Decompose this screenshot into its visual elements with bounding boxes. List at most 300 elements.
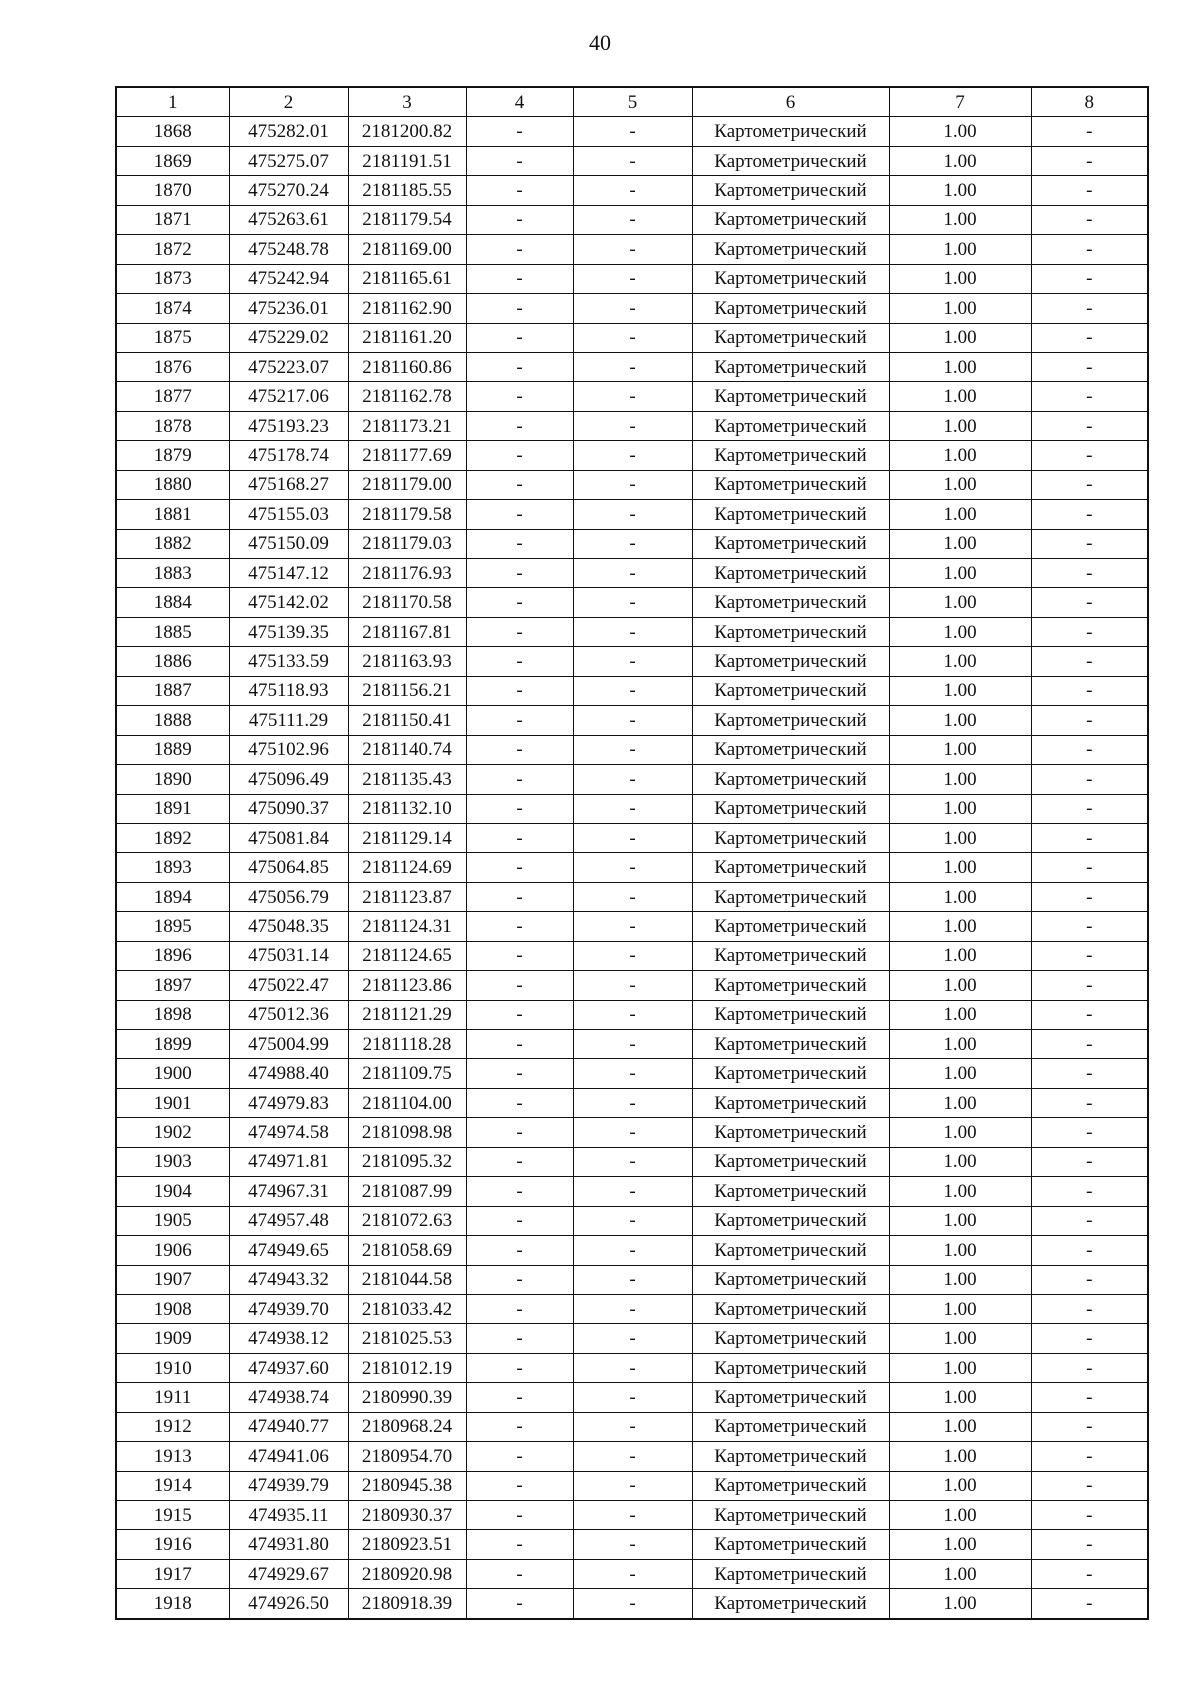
col4-cell: - — [466, 1088, 573, 1117]
method-cell: Картометрический — [692, 441, 889, 470]
method-cell: Картометрический — [692, 1236, 889, 1265]
y-coordinate-cell: 2181124.69 — [348, 853, 466, 882]
col8-cell: - — [1031, 559, 1148, 588]
table-row — [116, 735, 1148, 764]
col8-cell: - — [1031, 765, 1148, 794]
accuracy-cell: 1.00 — [889, 1177, 1031, 1206]
x-coordinate-cell: 475118.93 — [229, 676, 348, 705]
method-cell: Картометрический — [692, 1030, 889, 1059]
col4-cell: - — [466, 971, 573, 1000]
point-number-cell: 1871 — [116, 205, 229, 234]
col5-cell: - — [573, 470, 692, 499]
x-coordinate-cell: 475155.03 — [229, 500, 348, 529]
point-number-cell: 1887 — [116, 676, 229, 705]
col4-cell: - — [466, 706, 573, 735]
point-number-cell: 1916 — [116, 1530, 229, 1559]
method-cell: Картометрический — [692, 765, 889, 794]
point-number-cell: 1868 — [116, 117, 229, 146]
y-coordinate-cell: 2180920.98 — [348, 1559, 466, 1588]
col5-cell: - — [573, 765, 692, 794]
y-coordinate-cell: 2181163.93 — [348, 647, 466, 676]
table-row — [116, 323, 1148, 352]
point-number-cell: 1883 — [116, 559, 229, 588]
col8-cell: - — [1031, 1530, 1148, 1559]
method-cell: Картометрический — [692, 735, 889, 764]
table-row — [116, 1177, 1148, 1206]
y-coordinate-cell: 2181179.03 — [348, 529, 466, 558]
x-coordinate-cell: 475242.94 — [229, 264, 348, 293]
table-row — [116, 176, 1148, 205]
table-row — [116, 411, 1148, 440]
accuracy-cell: 1.00 — [889, 1501, 1031, 1530]
col4-cell: - — [466, 529, 573, 558]
col5-cell: - — [573, 676, 692, 705]
accuracy-cell: 1.00 — [889, 1589, 1031, 1619]
accuracy-cell: 1.00 — [889, 559, 1031, 588]
col5-cell: - — [573, 1559, 692, 1588]
y-coordinate-cell: 2181156.21 — [348, 676, 466, 705]
x-coordinate-cell: 475168.27 — [229, 470, 348, 499]
x-coordinate-cell: 475223.07 — [229, 352, 348, 381]
accuracy-cell: 1.00 — [889, 706, 1031, 735]
method-cell: Картометрический — [692, 1442, 889, 1471]
col8-cell: - — [1031, 1206, 1148, 1235]
col8-cell: - — [1031, 823, 1148, 852]
accuracy-cell: 1.00 — [889, 1088, 1031, 1117]
method-cell: Картометрический — [692, 470, 889, 499]
col8-cell: - — [1031, 617, 1148, 646]
col5-cell: - — [573, 294, 692, 323]
point-number-cell: 1878 — [116, 411, 229, 440]
col4-cell: - — [466, 676, 573, 705]
point-number-cell: 1896 — [116, 941, 229, 970]
col8-cell: - — [1031, 500, 1148, 529]
method-cell: Картометрический — [692, 1118, 889, 1147]
y-coordinate-cell: 2180918.39 — [348, 1589, 466, 1619]
x-coordinate-cell: 475031.14 — [229, 941, 348, 970]
point-number-cell: 1901 — [116, 1088, 229, 1117]
col5-cell: - — [573, 1383, 692, 1412]
method-cell: Картометрический — [692, 1501, 889, 1530]
point-number-cell: 1905 — [116, 1206, 229, 1235]
point-number-cell: 1874 — [116, 294, 229, 323]
point-number-cell: 1906 — [116, 1236, 229, 1265]
accuracy-cell: 1.00 — [889, 411, 1031, 440]
x-coordinate-cell: 475111.29 — [229, 706, 348, 735]
col5-cell: - — [573, 1118, 692, 1147]
accuracy-cell: 1.00 — [889, 323, 1031, 352]
method-cell: Картометрический — [692, 1059, 889, 1088]
method-cell: Картометрический — [692, 941, 889, 970]
y-coordinate-cell: 2181185.55 — [348, 176, 466, 205]
col8-cell: - — [1031, 1059, 1148, 1088]
coordinates-table — [115, 86, 1149, 1620]
table-row — [116, 117, 1148, 146]
accuracy-cell: 1.00 — [889, 1530, 1031, 1559]
table-row — [116, 1324, 1148, 1353]
table-row — [116, 1530, 1148, 1559]
method-cell: Картометрический — [692, 323, 889, 352]
point-number-cell: 1873 — [116, 264, 229, 293]
y-coordinate-cell: 2181161.20 — [348, 323, 466, 352]
point-number-cell: 1881 — [116, 500, 229, 529]
col4-cell: - — [466, 1030, 573, 1059]
col5-cell: - — [573, 441, 692, 470]
point-number-cell: 1917 — [116, 1559, 229, 1588]
x-coordinate-cell: 474931.80 — [229, 1530, 348, 1559]
method-cell: Картометрический — [692, 411, 889, 440]
table-row — [116, 882, 1148, 911]
point-number-cell: 1914 — [116, 1471, 229, 1500]
col4-cell: - — [466, 470, 573, 499]
y-coordinate-cell: 2181179.00 — [348, 470, 466, 499]
method-cell: Картометрический — [692, 1147, 889, 1176]
accuracy-cell: 1.00 — [889, 1059, 1031, 1088]
col5-cell: - — [573, 853, 692, 882]
table-row — [116, 1059, 1148, 1088]
col5-cell: - — [573, 588, 692, 617]
table-row — [116, 971, 1148, 1000]
col8-cell: - — [1031, 176, 1148, 205]
x-coordinate-cell: 475102.96 — [229, 735, 348, 764]
accuracy-cell: 1.00 — [889, 1000, 1031, 1029]
col4-cell: - — [466, 647, 573, 676]
col4-cell: - — [466, 264, 573, 293]
x-coordinate-cell: 475229.02 — [229, 323, 348, 352]
column-header: 6 — [692, 87, 889, 117]
col4-cell: - — [466, 1324, 573, 1353]
table-row — [116, 823, 1148, 852]
point-number-cell: 1912 — [116, 1412, 229, 1441]
y-coordinate-cell: 2181012.19 — [348, 1353, 466, 1382]
point-number-cell: 1898 — [116, 1000, 229, 1029]
col8-cell: - — [1031, 1471, 1148, 1500]
table-row — [116, 470, 1148, 499]
table-row — [116, 205, 1148, 234]
method-cell: Картометрический — [692, 205, 889, 234]
method-cell: Картометрический — [692, 1294, 889, 1323]
col5-cell: - — [573, 1147, 692, 1176]
col8-cell: - — [1031, 971, 1148, 1000]
table-row — [116, 382, 1148, 411]
point-number-cell: 1882 — [116, 529, 229, 558]
col4-cell: - — [466, 1383, 573, 1412]
col4-cell: - — [466, 1059, 573, 1088]
accuracy-cell: 1.00 — [889, 470, 1031, 499]
col4-cell: - — [466, 323, 573, 352]
col5-cell: - — [573, 1589, 692, 1619]
col5-cell: - — [573, 1442, 692, 1471]
table-row — [116, 1030, 1148, 1059]
y-coordinate-cell: 2181165.61 — [348, 264, 466, 293]
col5-cell: - — [573, 559, 692, 588]
table-row — [116, 941, 1148, 970]
point-number-cell: 1869 — [116, 146, 229, 175]
col5-cell: - — [573, 146, 692, 175]
col5-cell: - — [573, 411, 692, 440]
method-cell: Картометрический — [692, 294, 889, 323]
point-number-cell: 1885 — [116, 617, 229, 646]
x-coordinate-cell: 474988.40 — [229, 1059, 348, 1088]
x-coordinate-cell: 474940.77 — [229, 1412, 348, 1441]
x-coordinate-cell: 474949.65 — [229, 1236, 348, 1265]
column-header: 3 — [348, 87, 466, 117]
x-coordinate-cell: 475263.61 — [229, 205, 348, 234]
point-number-cell: 1902 — [116, 1118, 229, 1147]
table-row — [116, 264, 1148, 293]
col4-cell: - — [466, 441, 573, 470]
col8-cell: - — [1031, 647, 1148, 676]
table-row — [116, 146, 1148, 175]
point-number-cell: 1894 — [116, 882, 229, 911]
x-coordinate-cell: 475081.84 — [229, 823, 348, 852]
x-coordinate-cell: 475150.09 — [229, 529, 348, 558]
accuracy-cell: 1.00 — [889, 352, 1031, 381]
table-row — [116, 706, 1148, 735]
col8-cell: - — [1031, 706, 1148, 735]
table-row — [116, 1353, 1148, 1382]
table-row — [116, 1236, 1148, 1265]
x-coordinate-cell: 475064.85 — [229, 853, 348, 882]
col5-cell: - — [573, 264, 692, 293]
x-coordinate-cell: 475178.74 — [229, 441, 348, 470]
method-cell: Картометрический — [692, 1471, 889, 1500]
col8-cell: - — [1031, 588, 1148, 617]
col4-cell: - — [466, 146, 573, 175]
col4-cell: - — [466, 882, 573, 911]
accuracy-cell: 1.00 — [889, 735, 1031, 764]
point-number-cell: 1879 — [116, 441, 229, 470]
col8-cell: - — [1031, 912, 1148, 941]
y-coordinate-cell: 2180930.37 — [348, 1501, 466, 1530]
table-row — [116, 617, 1148, 646]
method-cell: Картометрический — [692, 853, 889, 882]
col4-cell: - — [466, 176, 573, 205]
method-cell: Картометрический — [692, 1265, 889, 1294]
accuracy-cell: 1.00 — [889, 117, 1031, 146]
col8-cell: - — [1031, 1236, 1148, 1265]
table-row — [116, 1501, 1148, 1530]
col5-cell: - — [573, 500, 692, 529]
y-coordinate-cell: 2180990.39 — [348, 1383, 466, 1412]
y-coordinate-cell: 2181095.32 — [348, 1147, 466, 1176]
point-number-cell: 1875 — [116, 323, 229, 352]
y-coordinate-cell: 2181033.42 — [348, 1294, 466, 1323]
col8-cell: - — [1031, 735, 1148, 764]
accuracy-cell: 1.00 — [889, 529, 1031, 558]
accuracy-cell: 1.00 — [889, 1442, 1031, 1471]
point-number-cell: 1888 — [116, 706, 229, 735]
y-coordinate-cell: 2181176.93 — [348, 559, 466, 588]
y-coordinate-cell: 2180968.24 — [348, 1412, 466, 1441]
accuracy-cell: 1.00 — [889, 676, 1031, 705]
method-cell: Картометрический — [692, 352, 889, 381]
accuracy-cell: 1.00 — [889, 1294, 1031, 1323]
table-row — [116, 1088, 1148, 1117]
table-row — [116, 912, 1148, 941]
accuracy-cell: 1.00 — [889, 617, 1031, 646]
accuracy-cell: 1.00 — [889, 1236, 1031, 1265]
point-number-cell: 1897 — [116, 971, 229, 1000]
table-row — [116, 1559, 1148, 1588]
col8-cell: - — [1031, 411, 1148, 440]
method-cell: Картометрический — [692, 912, 889, 941]
accuracy-cell: 1.00 — [889, 1265, 1031, 1294]
col4-cell: - — [466, 1000, 573, 1029]
y-coordinate-cell: 2181058.69 — [348, 1236, 466, 1265]
table-row — [116, 1383, 1148, 1412]
x-coordinate-cell: 474926.50 — [229, 1589, 348, 1619]
method-cell: Картометрический — [692, 1559, 889, 1588]
col4-cell: - — [466, 912, 573, 941]
accuracy-cell: 1.00 — [889, 794, 1031, 823]
col4-cell: - — [466, 382, 573, 411]
col4-cell: - — [466, 1147, 573, 1176]
y-coordinate-cell: 2181173.21 — [348, 411, 466, 440]
accuracy-cell: 1.00 — [889, 971, 1031, 1000]
col5-cell: - — [573, 323, 692, 352]
col8-cell: - — [1031, 882, 1148, 911]
col4-cell: - — [466, 294, 573, 323]
y-coordinate-cell: 2180923.51 — [348, 1530, 466, 1559]
point-number-cell: 1908 — [116, 1294, 229, 1323]
accuracy-cell: 1.00 — [889, 1412, 1031, 1441]
col8-cell: - — [1031, 1324, 1148, 1353]
col8-cell: - — [1031, 205, 1148, 234]
col8-cell: - — [1031, 1294, 1148, 1323]
x-coordinate-cell: 475282.01 — [229, 117, 348, 146]
x-coordinate-cell: 475236.01 — [229, 294, 348, 323]
col5-cell: - — [573, 882, 692, 911]
col4-cell: - — [466, 941, 573, 970]
col5-cell: - — [573, 1501, 692, 1530]
col8-cell: - — [1031, 146, 1148, 175]
col4-cell: - — [466, 1265, 573, 1294]
column-header: 7 — [889, 87, 1031, 117]
table-row — [116, 1589, 1148, 1619]
point-number-cell: 1884 — [116, 588, 229, 617]
method-cell: Картометрический — [692, 882, 889, 911]
table-row — [116, 529, 1148, 558]
table-row — [116, 647, 1148, 676]
col8-cell: - — [1031, 1559, 1148, 1588]
point-number-cell: 1890 — [116, 765, 229, 794]
col5-cell: - — [573, 706, 692, 735]
point-number-cell: 1913 — [116, 1442, 229, 1471]
col8-cell: - — [1031, 941, 1148, 970]
accuracy-cell: 1.00 — [889, 1118, 1031, 1147]
x-coordinate-cell: 475139.35 — [229, 617, 348, 646]
table-row — [116, 441, 1148, 470]
y-coordinate-cell: 2181170.58 — [348, 588, 466, 617]
table-row — [116, 1118, 1148, 1147]
x-coordinate-cell: 474935.11 — [229, 1501, 348, 1530]
y-coordinate-cell: 2181177.69 — [348, 441, 466, 470]
accuracy-cell: 1.00 — [889, 264, 1031, 293]
col5-cell: - — [573, 941, 692, 970]
accuracy-cell: 1.00 — [889, 912, 1031, 941]
col8-cell: - — [1031, 264, 1148, 293]
x-coordinate-cell: 475090.37 — [229, 794, 348, 823]
y-coordinate-cell: 2181087.99 — [348, 1177, 466, 1206]
y-coordinate-cell: 2181200.82 — [348, 117, 466, 146]
col5-cell: - — [573, 117, 692, 146]
method-cell: Картометрический — [692, 1530, 889, 1559]
col4-cell: - — [466, 117, 573, 146]
col8-cell: - — [1031, 1088, 1148, 1117]
accuracy-cell: 1.00 — [889, 294, 1031, 323]
y-coordinate-cell: 2180954.70 — [348, 1442, 466, 1471]
method-cell: Картометрический — [692, 264, 889, 293]
col5-cell: - — [573, 971, 692, 1000]
col4-cell: - — [466, 1353, 573, 1382]
method-cell: Картометрический — [692, 529, 889, 558]
method-cell: Картометрический — [692, 794, 889, 823]
method-cell: Картометрический — [692, 1589, 889, 1619]
col4-cell: - — [466, 588, 573, 617]
point-number-cell: 1899 — [116, 1030, 229, 1059]
point-number-cell: 1900 — [116, 1059, 229, 1088]
x-coordinate-cell: 474941.06 — [229, 1442, 348, 1471]
col5-cell: - — [573, 1412, 692, 1441]
y-coordinate-cell: 2181118.28 — [348, 1030, 466, 1059]
y-coordinate-cell: 2181025.53 — [348, 1324, 466, 1353]
point-number-cell: 1903 — [116, 1147, 229, 1176]
accuracy-cell: 1.00 — [889, 1030, 1031, 1059]
method-cell: Картометрический — [692, 146, 889, 175]
point-number-cell: 1870 — [116, 176, 229, 205]
point-number-cell: 1886 — [116, 647, 229, 676]
col5-cell: - — [573, 1324, 692, 1353]
col4-cell: - — [466, 735, 573, 764]
col5-cell: - — [573, 1000, 692, 1029]
method-cell: Картометрический — [692, 706, 889, 735]
col4-cell: - — [466, 235, 573, 264]
table-row — [116, 1471, 1148, 1500]
col4-cell: - — [466, 1294, 573, 1323]
col5-cell: - — [573, 1471, 692, 1500]
column-header: 4 — [466, 87, 573, 117]
x-coordinate-cell: 475147.12 — [229, 559, 348, 588]
y-coordinate-cell: 2181169.00 — [348, 235, 466, 264]
col8-cell: - — [1031, 676, 1148, 705]
col8-cell: - — [1031, 1412, 1148, 1441]
accuracy-cell: 1.00 — [889, 1206, 1031, 1235]
col5-cell: - — [573, 1294, 692, 1323]
col5-cell: - — [573, 1530, 692, 1559]
col8-cell: - — [1031, 352, 1148, 381]
point-number-cell: 1911 — [116, 1383, 229, 1412]
col5-cell: - — [573, 735, 692, 764]
method-cell: Картометрический — [692, 500, 889, 529]
col8-cell: - — [1031, 441, 1148, 470]
method-cell: Картометрический — [692, 1177, 889, 1206]
col4-cell: - — [466, 1501, 573, 1530]
x-coordinate-cell: 475096.49 — [229, 765, 348, 794]
table-row — [116, 559, 1148, 588]
point-number-cell: 1880 — [116, 470, 229, 499]
col5-cell: - — [573, 1030, 692, 1059]
col4-cell: - — [466, 1559, 573, 1588]
col8-cell: - — [1031, 794, 1148, 823]
accuracy-cell: 1.00 — [889, 235, 1031, 264]
point-number-cell: 1910 — [116, 1353, 229, 1382]
y-coordinate-cell: 2181162.78 — [348, 382, 466, 411]
method-cell: Картометрический — [692, 1000, 889, 1029]
col5-cell: - — [573, 647, 692, 676]
x-coordinate-cell: 475048.35 — [229, 912, 348, 941]
accuracy-cell: 1.00 — [889, 1471, 1031, 1500]
